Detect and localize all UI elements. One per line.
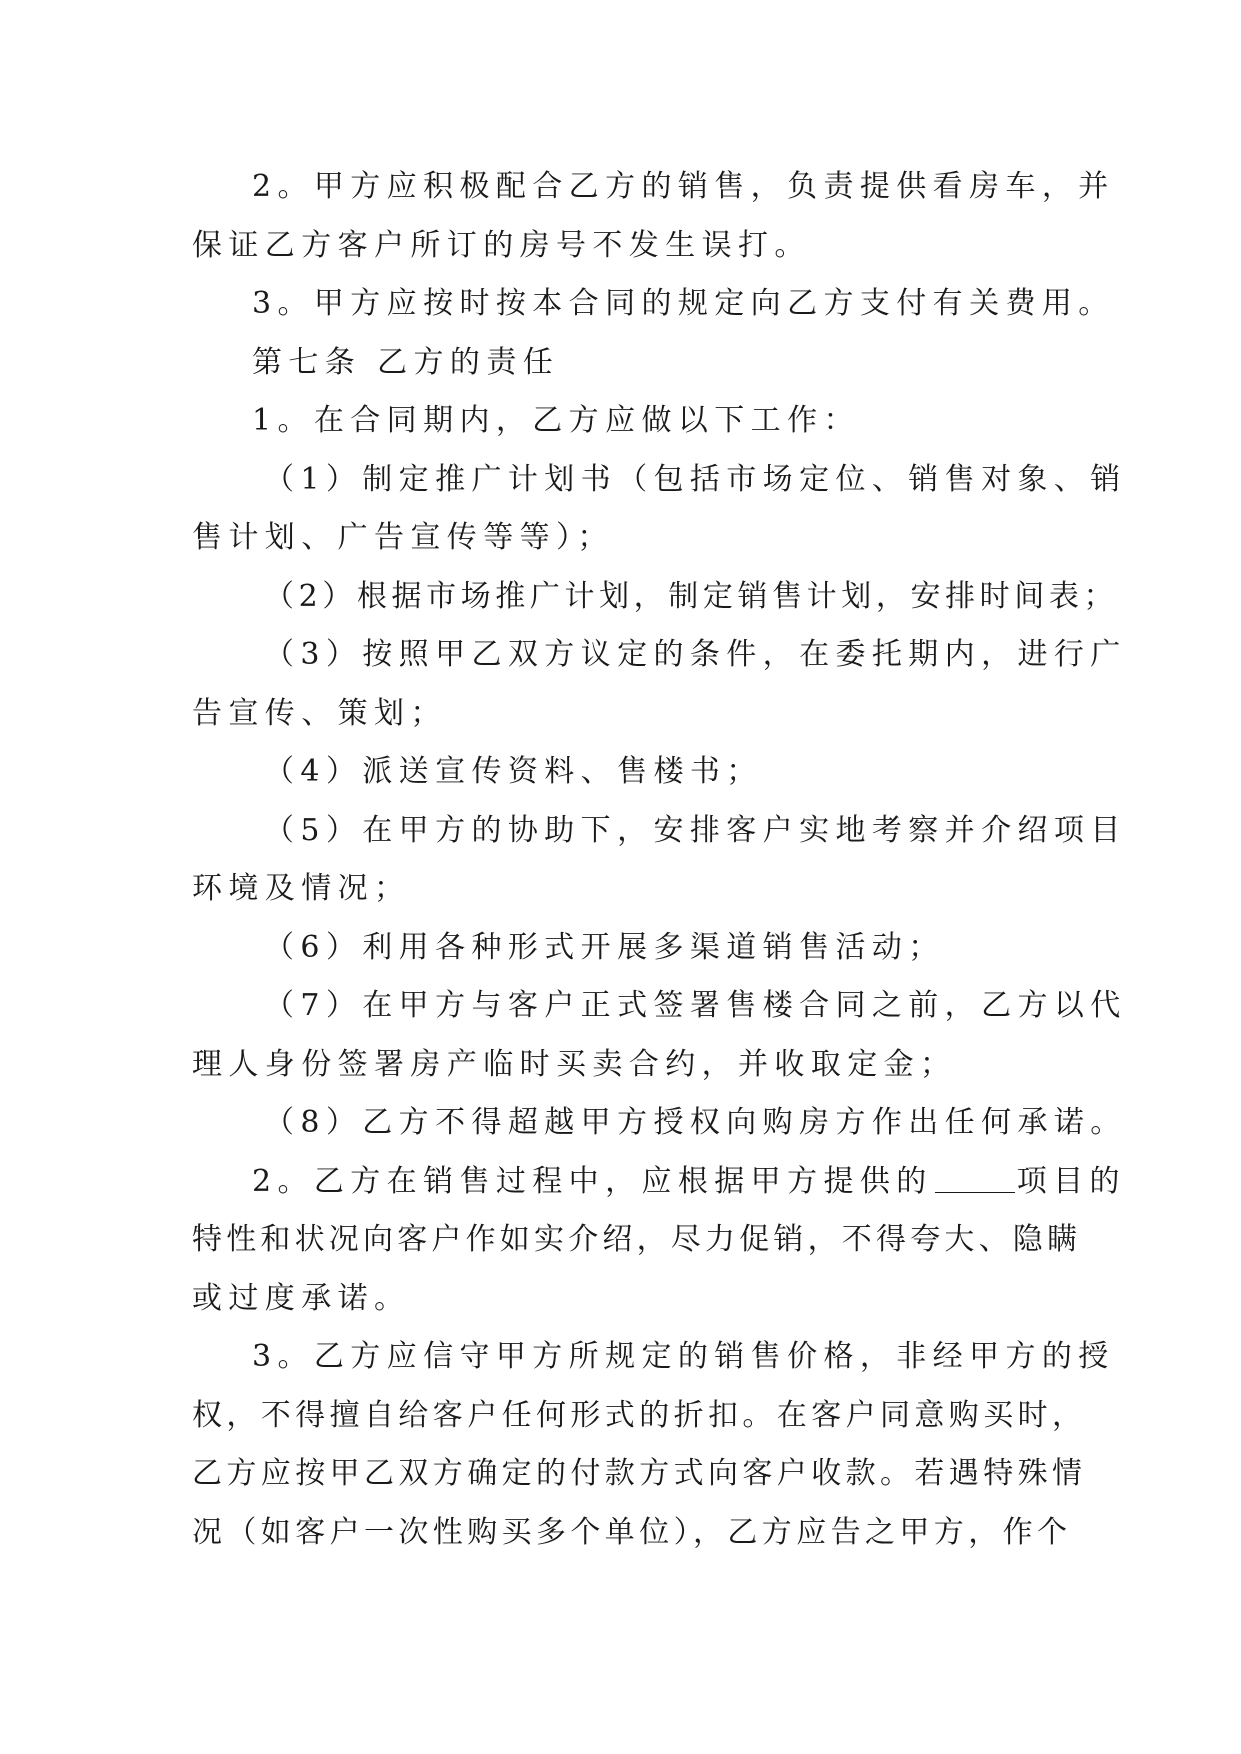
paragraph-line: 特性和状况向客户作如实介绍，尽力促销，不得夸大、隐瞒	[192, 1222, 1082, 1257]
list-item-line: 告宣传、策划；	[192, 695, 447, 731]
paragraph-line: 权，不得擅自给客户任何形式的折扣。在客户同意购买时，	[192, 1397, 1087, 1433]
list-item-line: （6）利用各种形式开展多渠道销售活动；	[264, 929, 945, 965]
paragraph-line: 1。在合同期内，乙方应做以下工作：	[252, 403, 860, 438]
paragraph-line: 或过度承诺。	[192, 1280, 411, 1316]
fill-in-blank	[935, 1162, 1015, 1193]
paragraph-line: 保证乙方客户所订的房号不发生误打。	[192, 227, 811, 263]
paragraph-line: 况（如客户一次性购买多个单位），乙方应告之甲方，作个	[192, 1514, 1072, 1550]
paragraph-line: 3。甲方应按时按本合同的规定向乙方支付有关费用。	[252, 286, 1115, 321]
list-item-line: （3）按照甲乙双方议定的条件，在委托期内，进行广	[264, 637, 1127, 672]
list-item-line: （8）乙方不得超越甲方授权向购房方作出任何承诺。	[264, 1105, 1127, 1140]
list-item-line: （4）派送宣传资料、售楼书；	[264, 754, 763, 789]
list-item-line: （7）在甲方与客户正式签署售楼合同之前，乙方以代	[264, 988, 1127, 1023]
list-item-line: 售计划、广告宣传等等）；	[192, 520, 614, 555]
list-item-line: （2）根据市场推广计划，制定销售计划，安排时间表；	[264, 578, 1119, 614]
list-item-line: 环境及情况；	[192, 871, 411, 906]
text-after-blank: 项目的	[1016, 1163, 1126, 1199]
list-item-line: 理人身份签署房产临时买卖合约，并收取定金；	[192, 1046, 957, 1082]
text-before-blank: 2。乙方在销售过程中，应根据甲方提供的	[252, 1163, 933, 1199]
list-item-line: （1）制定推广计划书（包括市场定位、销售对象、销	[264, 461, 1127, 497]
paragraph-line: 3。乙方应信守甲方所规定的销售价格，非经甲方的授	[252, 1339, 1115, 1374]
paragraph-line	[192, 1153, 1126, 1212]
paragraph-line: 乙方应按甲乙双方确定的付款方式向客户收款。若遇特殊情	[192, 1456, 1087, 1491]
document-body	[192, 158, 1127, 1562]
paragraph-line: 2。甲方应积极配合乙方的销售，负责提供看房车，并	[252, 169, 1115, 204]
list-item-line: （5）在甲方的协助下，安排客户实地考察并介绍项目	[264, 812, 1127, 848]
section-heading: 第七条 乙方的责任	[252, 344, 560, 380]
